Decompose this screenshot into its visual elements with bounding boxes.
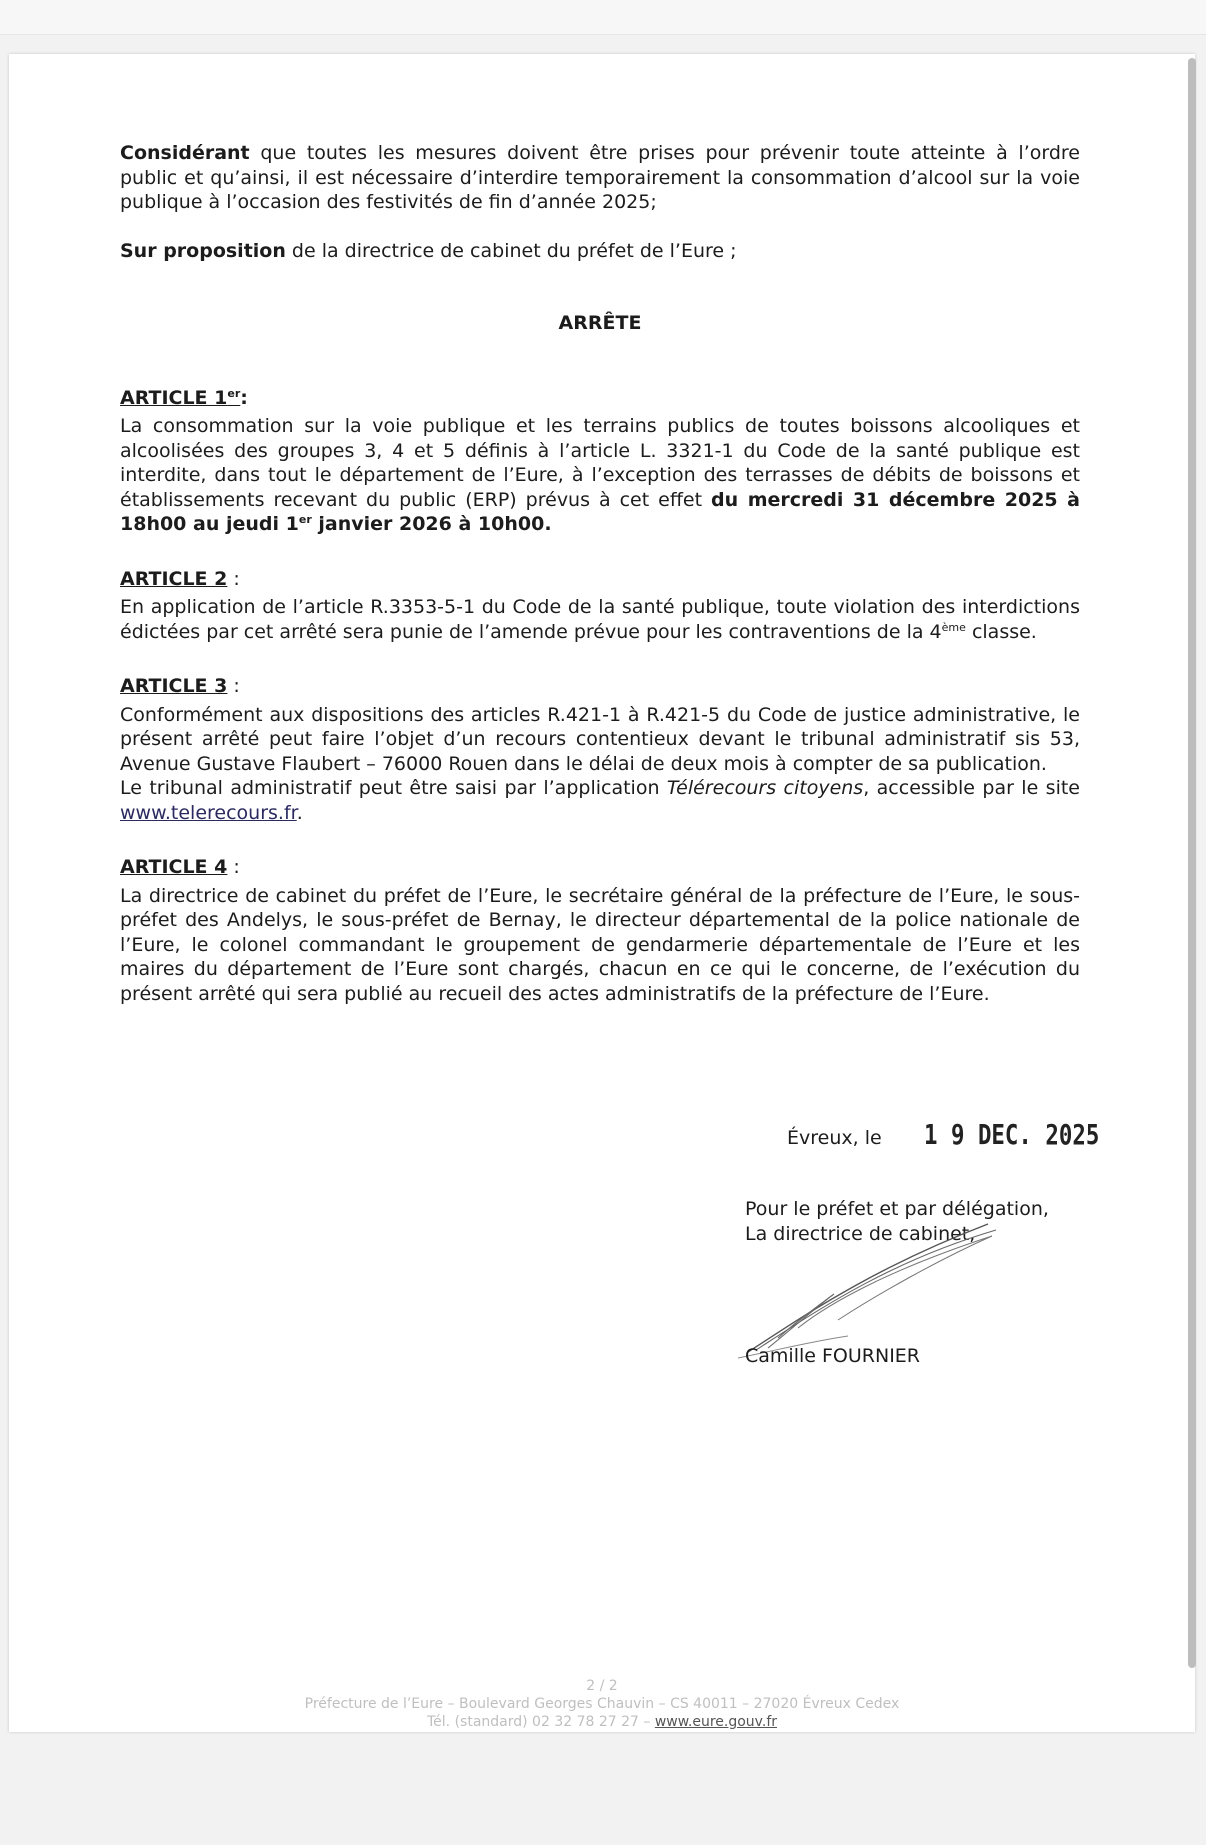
handwritten-signature [738,1210,1008,1360]
article-3-text-2: Le tribunal administratif peut être saisi par l’application Télérecours citoyens, accessible par le site www.telerecours.fr. [120,777,1080,824]
article-1-text: La consommation sur la voie publique et les terrains publics de toutes boissons alcooliques et alcoolisées des groupes 3, 4 et 5 définis à l’article L. 3321-1 du Code de la santé publique est interdite, dans tout le département de l’Eure, à l’exception des terrasses de débits de boissons et établissements recevant du public (ERP) prévus à cet effet du mercredi 31 décembre 2025 à 18h00 au jeudi 1er janvier 2026 à 10h00. [120,415,1080,535]
delegation-line-2: La directrice de cabinet, [745,1222,976,1245]
place-label: Évreux, le [787,1127,882,1149]
article-3-heading: ARTICLE 3 : [120,675,240,697]
article-4-heading: ARTICLE 4 : [120,856,240,878]
article-3 [120,674,1080,825]
article-2-text: En application de l’article R.3353-5-1 du Code de la santé publique, toute violation des interdictions édictées par cet arrêté sera punie de l’amende prévue pour les contraventions de la 4ème classe. [120,596,1080,643]
date-stamp: 1 9 DEC. 2025 [923,1118,1099,1151]
article-1-heading: ARTICLE 1er: [120,386,248,409]
footer-contact [9,1713,1195,1731]
document-body [120,141,1080,1036]
place-and-date [787,1118,1143,1151]
considerant-text: que toutes les mesures doivent être prises pour prévenir toute atteinte à l’ordre public et qu’ainsi, il est nécessaire d’interdire temporairement la consommation d’alcool sur la voie publique à l’occasion des festivités de fin d’année 2025; [120,142,1080,213]
decree-title: ARRÊTE [558,312,642,334]
article-3-text: Conformément aux dispositions des articles R.421-1 à R.421-5 du Code de justice administrative, le présent arrêté peut faire l’objet d’un recours contentieux devant le tribunal administratif sis 53, Avenue Gustave Flaubert – 76000 Rouen dans le délai de deux mois à compter de sa publication. [120,703,1080,775]
article-2 [120,567,1080,645]
footer-phone: Tél. (standard) 02 32 78 27 27 – [427,1714,655,1730]
considerant-keyword: Considérant [120,142,250,164]
footer-address: Préfecture de l’Eure – Boulevard Georges Chauvin – CS 40011 – 27020 Évreux Cedex [304,1696,900,1712]
telerecours-app-name: Télérecours citoyens [666,777,864,799]
telerecours-link[interactable]: www.telerecours.fr [120,801,297,824]
proposition-keyword: Sur proposition [120,239,286,262]
signatory-name: Camille FOURNIER [745,1345,920,1367]
considerant-paragraph [120,141,1080,215]
article-4-text: La directrice de cabinet du préfet de l’Eure, le secrétaire général de la préfecture de l’Eure, le sous-préfet des Andelys, le sous-préfet de Bernay, le directeur départemental de la police nationale de l’Eure, le colonel commandant le groupement de gendarmerie départementale de l’Eure et les maires du département de l’Eure sont chargés, chacun en ce qui le concerne, de l’exécution du présent arrêté qui sera publié au recueil des actes administratifs de la préfecture de l’Eure. [120,884,1080,1005]
proposition-paragraph [120,239,1080,264]
article-2-heading: ARTICLE 2 : [120,567,240,590]
proposition-text: de la directrice de cabinet du préfet de l’Eure ; [285,239,737,262]
viewer-top-strip [0,0,1206,35]
scrollbar-thumb[interactable] [1188,58,1196,1668]
delegation-line-1: Pour le préfet et par délégation, [745,1198,1049,1220]
page-footer [9,1677,1195,1731]
article-4 [120,855,1080,1006]
article-1 [120,386,1080,537]
page-number: 2 / 2 [586,1678,618,1694]
footer-website-link[interactable]: www.eure.gouv.fr [654,1714,777,1730]
